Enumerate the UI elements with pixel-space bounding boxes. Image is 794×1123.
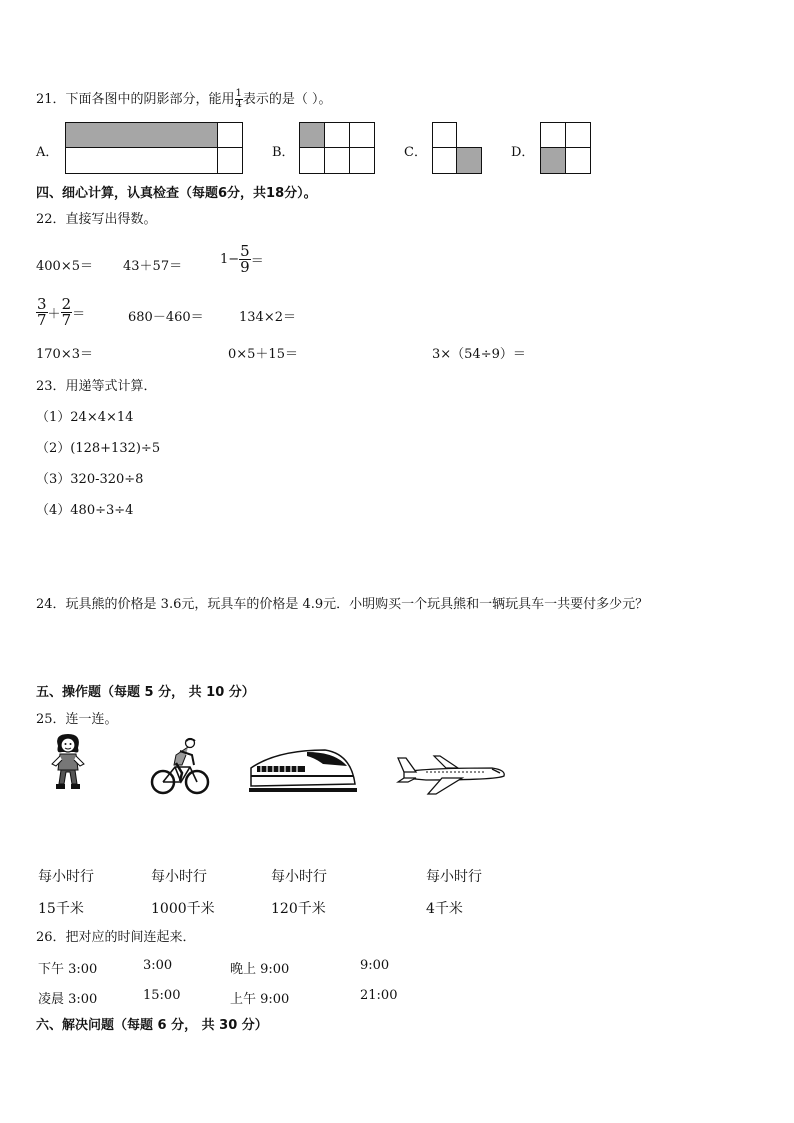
time-left-4: 上午 9:00 <box>230 992 290 1007</box>
q21-question: 21．下面各图中的阴影部分，能用 $\frac{1}{4}$ 表示的是（ ）。 <box>36 88 332 110</box>
q22-expr-3: 1− $\frac{5}{9}$ ＝ <box>220 242 264 276</box>
cyclist-icon <box>150 737 210 797</box>
q22-expr-9: 3×（54÷9）＝ <box>432 347 526 362</box>
section-6-title: 六、解决问题（每题 6 分， 共 30 分） <box>36 1018 268 1033</box>
speed-label-1: 每小时行 <box>38 869 94 885</box>
speed-label-4: 每小时行 <box>426 869 482 885</box>
walking-girl-icon <box>46 732 90 794</box>
time-left-3: 晚上 9:00 <box>230 962 290 977</box>
q23-item-1: （1）24×4×14 <box>36 410 134 425</box>
q22-expr-6: 134×2＝ <box>239 310 296 325</box>
speed-value-1: 15千米 <box>38 901 84 917</box>
option-b-label: B． <box>272 145 295 160</box>
speed-label-3: 每小时行 <box>271 869 327 885</box>
q22-expr-7: 170×3＝ <box>36 347 93 362</box>
q23-item-3: （3）320-320÷8 <box>36 472 144 487</box>
q23-title: 23．用递等式计算． <box>36 379 157 394</box>
speed-value-4: 4千米 <box>426 901 463 917</box>
speed-label-2: 每小时行 <box>151 869 207 885</box>
section-4-title: 四、细心计算，认真检查（每题6分，共18分）。 <box>36 186 317 201</box>
q25-title: 25．连一连。 <box>36 712 118 727</box>
q22-expr-5: 680－460＝ <box>128 310 204 325</box>
speed-value-3: 120千米 <box>271 901 326 917</box>
option-a-label: A． <box>36 145 59 160</box>
q22-expr-2: 43＋57＝ <box>123 259 183 274</box>
speed-value-2: 1000千米 <box>151 901 215 917</box>
time-24h-2: 15:00 <box>143 988 181 1003</box>
time-24h-3: 9:00 <box>360 958 390 973</box>
q26-title: 26．把对应的时间连起来． <box>36 930 196 945</box>
time-24h-4: 21:00 <box>360 988 398 1003</box>
time-left-1: 下午 3:00 <box>38 962 98 977</box>
q23-item-2: （2）(128+132)÷5 <box>36 441 161 456</box>
q21-fraction: $\frac{1}{4}$ <box>235 88 242 110</box>
option-c-label: C． <box>404 145 427 160</box>
time-24h-1: 3:00 <box>143 958 173 973</box>
q24-question: 24．玩具熊的价格是 3.6元，玩具车的价格是 4.9元．小明购买一个玩具熊和一辆玩具车一共要付多少元？ <box>36 597 649 612</box>
q22-expr-8: 0×5＋15＝ <box>228 347 298 362</box>
train-icon <box>247 744 359 796</box>
option-d-label: D． <box>511 145 535 160</box>
time-left-2: 凌晨 3:00 <box>38 992 98 1007</box>
q22-expr-1: 400×5＝ <box>36 259 93 274</box>
q22-title: 22．直接写出得数。 <box>36 212 157 227</box>
q22-expr-4: $\frac{3}{7}$ ＋ $\frac{2}{7}$ ＝ <box>37 295 86 329</box>
section-5-title: 五、操作题（每题 5 分， 共 10 分） <box>36 685 255 700</box>
q23-item-4: （4）480÷3÷4 <box>36 503 134 518</box>
airplane-icon <box>396 752 508 796</box>
